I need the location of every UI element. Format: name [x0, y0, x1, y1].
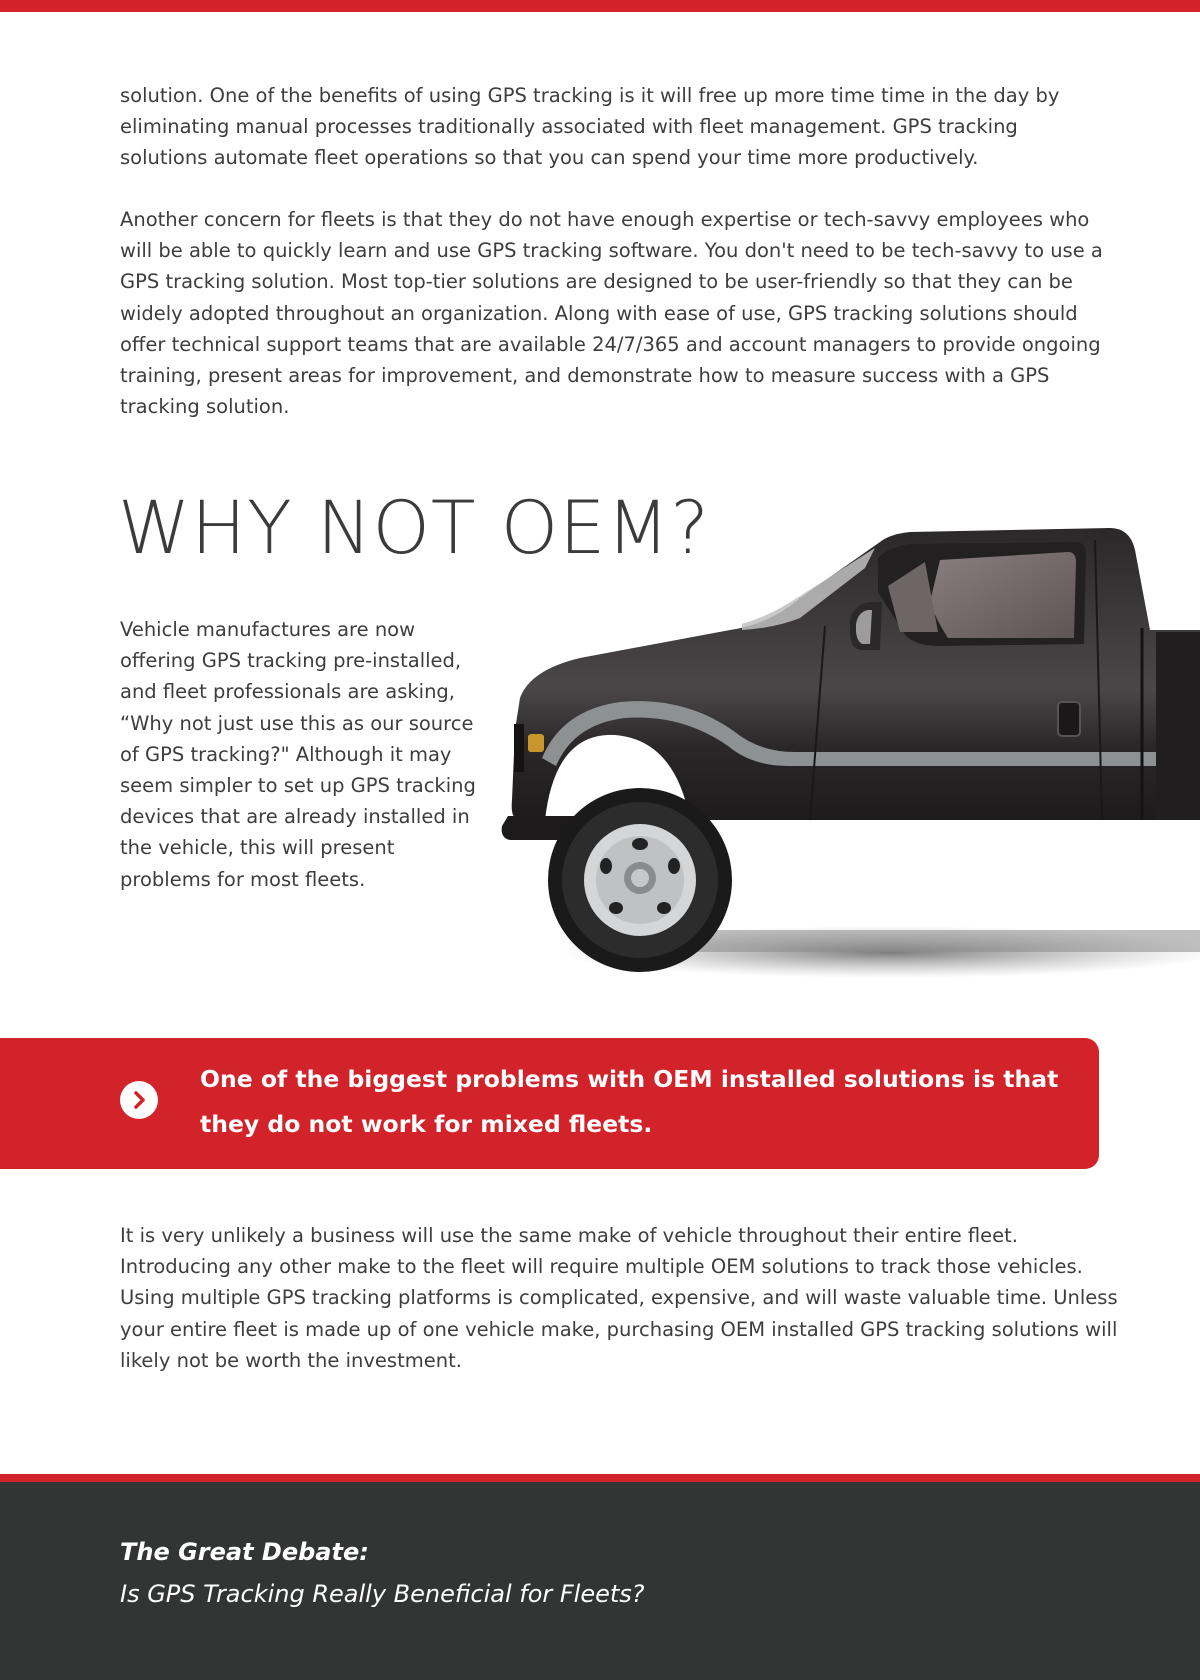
paragraph-intro: solution. One of the benefits of using GPS tracking is it will free up more time time in the day by eliminating manual processes traditionally associated with fleet management. GPS tracking solutions automate fleet operations so that you can spend your time more productively.	[120, 84, 1060, 170]
paragraph-oem-intro: Vehicle manufactures are now offering GPS tracking pre-installed, and fleet professionals are asking, “Why not just use this as our source of GPS tracking?" Although it may seem simpler to set up GPS tracking devices that are already installed in the vehicle, this will present problems for most fleets.	[120, 618, 476, 891]
pickup-truck-image	[470, 520, 1200, 990]
chevron-right-circle-icon	[120, 1081, 158, 1119]
section-heading: WHY NOT OEM?	[118, 486, 711, 571]
footer-accent-line	[0, 1474, 1200, 1482]
footer-title: The Great Debate:	[120, 1538, 369, 1566]
paragraph-mixed-fleet: It is very unlikely a business will use the same make of vehicle throughout their entire fleet. Introducing any other make to the fleet will require multiple OEM solutions to track those vehicles. Using multiple GPS tracking platforms is complicated, expensive, and will waste valuable time. Unless your entire fleet is made up of one vehicle make, purchasing OEM installed GPS tracking solutions will likely not be worth the investment.	[120, 1224, 1118, 1372]
paragraph-expertise: Another concern for fleets is that they do not have enough expertise or tech-savvy employees who will be able to quickly learn and use GPS tracking software. You don't need to be tech-savvy to use a GPS tracking solution. Most top-tier solutions are designed to be user-friendly so that they can be widely adopted throughout an organization. Along with ease of use, GPS tracking solutions should offer technical support teams that are available 24/7/365 and account managers to provide ongoing training, present areas for improvement, and demonstrate how to measure success with a GPS tracking solution.	[120, 208, 1103, 419]
top-accent-bar	[0, 0, 1200, 12]
callout-text: One of the biggest problems with OEM installed solutions is that they do not work for mixed fleets.	[200, 1065, 1059, 1138]
footer-subtitle: Is GPS Tracking Really Beneficial for Fleets?	[120, 1580, 645, 1608]
